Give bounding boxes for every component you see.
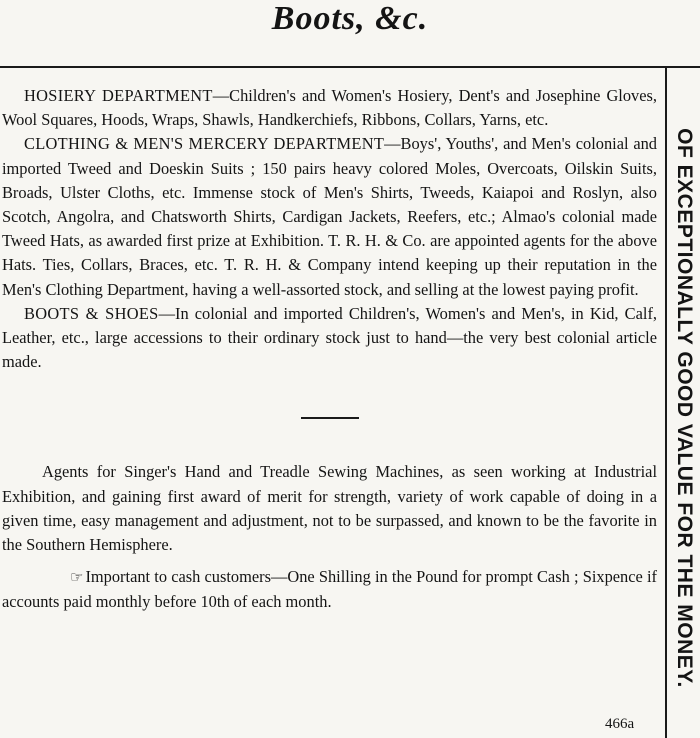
pointing-hand-icon: ☞ bbox=[70, 570, 84, 587]
side-banner-text: OF EXCEPTIONALLY GOOD VALUE FOR THE MONEY. bbox=[673, 128, 696, 688]
agents-text: Agents for Singer's Hand and Treadle Sewing Machines, as seen working at Industrial Exhibition, and gaining first award of merit for strength, variety of work capable of doing in a given time, easy management and adjustment, not to be surpassed, and known to be the favorite in the Southern Hemisphere. bbox=[2, 462, 657, 555]
page-number: 466a bbox=[605, 716, 635, 732]
clothing-text: —Boys', Youths', and Men's colonial and imported Tweed and Doeskin Suits ; 150 pairs heavy colored Moles, Overcoats, Oilskin Suits, Broads, Ulster Cloths, etc. Immense stock of Men's Shirts, Tweeds, Kaiapoi and Roslyn, also Scotch, Angolra, and Chatsworth Shirts, Cardigan Jackets, Reefers, etc.; Almao's colonial made Tweed Hats, as awarded first prize at Exhibition. T. R. H. & Co. are appointed agents for the above Hats. Ties, Collars, Braces, etc. T. R. H. & Company intend keeping up their reputation in the Men's Clothing Department, having a well-assorted stock, and selling at the lowest paying profit. bbox=[2, 134, 657, 299]
section-divider bbox=[301, 417, 359, 419]
boots-heading: BOOTS & SHOES bbox=[24, 303, 159, 323]
side-banner bbox=[668, 116, 700, 700]
ad-body bbox=[2, 84, 657, 615]
clothing-heading: CLOTHING & MEN'S MERCERY DEPARTMENT bbox=[24, 134, 385, 154]
cash-notice-paragraph bbox=[2, 565, 657, 614]
page-title: Boots, &c. bbox=[271, 0, 429, 37]
vertical-rule bbox=[665, 68, 667, 738]
clothing-paragraph bbox=[2, 132, 657, 301]
boots-text: —In colonial and imported Children's, Women's and Men's, in Kid, Calf, Leather, etc., large accessions to their ordinary stock just to hand—the very best colonial article made. bbox=[2, 303, 657, 372]
hosiery-heading: HOSIERY DEPARTMENT bbox=[24, 86, 213, 105]
hosiery-text: —Children's and Women's Hosiery, Dent's and Josephine Gloves, Wool Squares, Hoods, Wraps, Shawls, Handkerchiefs, Ribbons, Collars, Yarns, etc. bbox=[2, 86, 658, 130]
hosiery-paragraph bbox=[2, 84, 657, 132]
boots-paragraph bbox=[2, 302, 657, 375]
cash-notice-text: Important to cash customers—One Shilling in the Pound for prompt Cash ; Sixpence if accounts paid monthly before 10th of each month. bbox=[2, 567, 657, 612]
top-rule bbox=[0, 66, 700, 68]
agents-paragraph bbox=[2, 460, 657, 557]
